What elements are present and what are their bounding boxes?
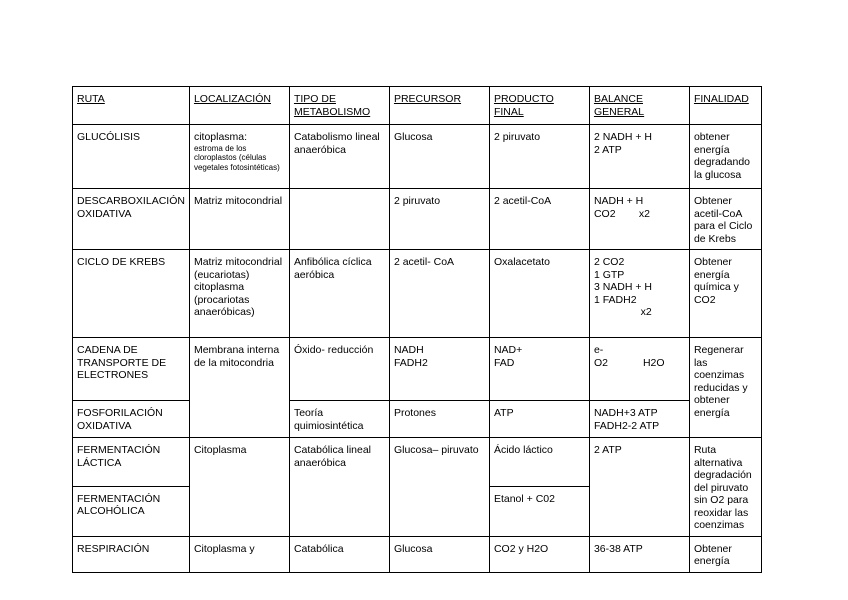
cell-tipo: Óxido- reducción: [289, 338, 389, 401]
row-descarboxilacion: [73, 189, 762, 250]
cell-producto: Etanol + C02: [489, 486, 589, 536]
cell-precursor: 2 piruvato: [389, 189, 489, 250]
cell-producto: Ácido láctico: [489, 438, 589, 487]
header-balance: BALANCE GENERAL: [589, 87, 689, 125]
cell-finalidad: obtener energía degradando la glucosa: [689, 125, 761, 189]
cell-ruta: FERMENTACIÓN ALCOHÓLICA: [73, 486, 190, 536]
cell-producto: Oxalacetato: [489, 250, 589, 338]
cell-precursor: NADH FADH2: [389, 338, 489, 401]
cell-ruta: CICLO DE KREBS: [73, 250, 190, 338]
cell-balance: 2 ATP: [589, 438, 689, 537]
row-respiracion: [73, 536, 762, 572]
cell-localizacion: Matriz mitocondrial (eucariotas) citoplasma (procariotas anaeróbicas): [189, 250, 289, 338]
cell-producto: NAD+ FAD: [489, 338, 589, 401]
cell-localizacion: citoplasma: estroma de los cloroplastos (células vegetales fotosintéticas): [189, 125, 289, 189]
row-fermentacion-lactica: [73, 438, 762, 487]
row-glucolisis: [73, 125, 762, 189]
cell-tipo: Catabólica lineal anaeróbica: [289, 438, 389, 537]
row-krebs: [73, 250, 762, 338]
cell-precursor: Glucosa: [389, 536, 489, 572]
cell-balance: 36-38 ATP: [589, 536, 689, 572]
cell-tipo: Teoría quimiosintética: [289, 401, 389, 438]
cell-balance: 2 NADH + H 2 ATP: [589, 125, 689, 189]
cell-balance: e- O2 H2O: [589, 338, 689, 401]
cell-ruta: FOSFORILACIÓN OXIDATIVA: [73, 401, 190, 438]
cell-producto: 2 piruvato: [489, 125, 589, 189]
cell-precursor: Glucosa– piruvato: [389, 438, 489, 537]
cell-precursor: 2 acetil- CoA: [389, 250, 489, 338]
header-precursor: PRECURSOR: [389, 87, 489, 125]
cell-localizacion: Membrana interna de la mitocondria: [189, 338, 289, 438]
cell-balance: NADH + H CO2 x2: [589, 189, 689, 250]
row-cadena-transporte: [73, 338, 762, 401]
cell-finalidad: Obtener energía química y CO2: [689, 250, 761, 338]
cell-finalidad: Obtener acetil-CoA para el Ciclo de Krebs: [689, 189, 761, 250]
cell-ruta: GLUCÓLISIS: [73, 125, 190, 189]
header-ruta: RUTA: [73, 87, 190, 125]
cell-precursor: Protones: [389, 401, 489, 438]
cell-producto: 2 acetil-CoA: [489, 189, 589, 250]
header-finalidad: FINALIDAD: [689, 87, 761, 125]
cell-ruta: FERMENTACIÓN LÁCTICA: [73, 438, 190, 487]
cell-localizacion: Matriz mitocondrial: [189, 189, 289, 250]
cell-producto: CO2 y H2O: [489, 536, 589, 572]
cell-tipo: Anfibólica cíclica aeróbica: [289, 250, 389, 338]
cell-tipo: Catabolismo lineal anaeróbica: [289, 125, 389, 189]
cell-tipo: Catabólica: [289, 536, 389, 572]
cell-tipo: [289, 189, 389, 250]
cell-ruta: CADENA DE TRANSPORTE DE ELECTRONES: [73, 338, 190, 401]
cell-producto: ATP: [489, 401, 589, 438]
header-producto: PRODUCTO FINAL: [489, 87, 589, 125]
cell-finalidad: Ruta alternativa degradación del piruvato sin O2 para reoxidar las coenzimas: [689, 438, 761, 537]
row-fosforilacion: [73, 401, 762, 438]
header-row: [73, 87, 762, 125]
cell-ruta: RESPIRACIÓN: [73, 536, 190, 572]
header-localizacion: LOCALIZACIÓN: [189, 87, 289, 125]
cell-ruta: DESCARBOXILACIÓN OXIDATIVA: [73, 189, 190, 250]
cell-finalidad: Obtener energía: [689, 536, 761, 572]
cell-balance: 2 CO2 1 GTP 3 NADH + H 1 FADH2 x2: [589, 250, 689, 338]
cell-localizacion: Citoplasma y: [189, 536, 289, 572]
header-tipo: TIPO DE METABOLISMO: [289, 87, 389, 125]
cell-localizacion: Citoplasma: [189, 438, 289, 537]
cell-finalidad: Regenerar las coenzimas reducidas y obtener energía: [689, 338, 761, 438]
cell-balance: NADH+3 ATP FADH2-2 ATP: [589, 401, 689, 438]
cell-precursor: Glucosa: [389, 125, 489, 189]
metabolic-routes-table: [72, 86, 762, 573]
